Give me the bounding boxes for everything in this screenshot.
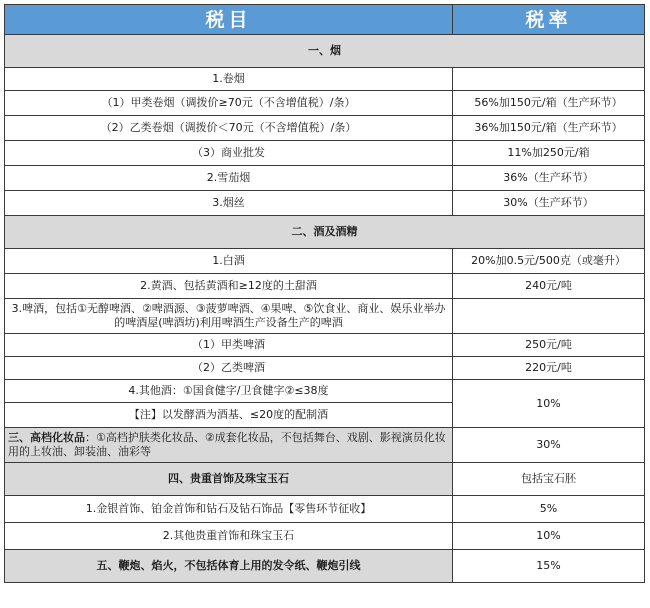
section-row-tobacco (5, 35, 645, 68)
section-title-fireworks: 五、鞭炮、焰火，不包括体育上用的发令纸、鞭炮引线 (5, 550, 453, 583)
tax-rate: 36%（生产环节） (453, 166, 645, 191)
table-header-row (5, 5, 645, 35)
tax-rate: 5% (453, 496, 645, 523)
tax-item: 【注】以发酵酒为酒基、≤20度的配制酒 (5, 403, 453, 428)
section-title-alcohol: 二、酒及酒精 (5, 216, 645, 249)
tax-rate: 15% (453, 550, 645, 583)
table-row (5, 299, 645, 334)
header-tax-item: 税目 (5, 5, 453, 35)
tax-item: （1）甲类卷烟（调拨价≥70元（不含增值税）/条） (5, 91, 453, 116)
tax-rate (453, 68, 645, 91)
table-row (5, 496, 645, 523)
tax-rate (453, 299, 645, 334)
section-row-jewelry (5, 463, 645, 496)
tax-item: （2）乙类啤酒 (5, 357, 453, 380)
tax-item: （3）商业批发 (5, 141, 453, 166)
tax-rate: 30%（生产环节） (453, 191, 645, 216)
section-row-cosmetics (5, 428, 645, 463)
tax-item: 1.金银首饰、铂金首饰和钻石及钻石饰品【零售环节征收】 (5, 496, 453, 523)
table-row (5, 91, 645, 116)
table-row (5, 191, 645, 216)
section-row-fireworks (5, 550, 645, 583)
tax-rate: 11%加250元/箱 (453, 141, 645, 166)
tax-rate: 10% (453, 523, 645, 550)
tax-item: 2.雪茄烟 (5, 166, 453, 191)
tax-rate: 220元/吨 (453, 357, 645, 380)
header-tax-rate: 税率 (453, 5, 645, 35)
cosmetics-label: 三、高档化妆品 (8, 431, 85, 444)
table-row (5, 116, 645, 141)
table-row (5, 523, 645, 550)
tax-item: （2）乙类卷烟（调拨价＜70元（不含增值税）/条） (5, 116, 453, 141)
tax-item: 2.黄酒、包括黄酒和≥12度的土甜酒 (5, 274, 453, 299)
jewelry-note: 包括宝石胚 (453, 463, 645, 496)
table-row (5, 334, 645, 357)
tax-item: 2.其他贵重首饰和珠宝玉石 (5, 523, 453, 550)
consumption-tax-table (4, 4, 645, 583)
table-row (5, 249, 645, 274)
table-row (5, 68, 645, 91)
tax-item: 3.烟丝 (5, 191, 453, 216)
table-row (5, 380, 645, 403)
tax-rate: 10% (453, 380, 645, 428)
table-row (5, 166, 645, 191)
tax-item: （1）甲类啤酒 (5, 334, 453, 357)
tax-item: 1.卷烟 (5, 68, 453, 91)
tax-rate: 20%加0.5元/500克（或毫升） (453, 249, 645, 274)
tax-rate: 250元/吨 (453, 334, 645, 357)
tax-item: 4.其他酒：①国食健字/卫食健字②≤38度 (5, 380, 453, 403)
section-title-jewelry: 四、贵重首饰及珠宝玉石 (5, 463, 453, 496)
cosmetics-item (5, 428, 453, 463)
table-row (5, 357, 645, 380)
cosmetics-description: ：①高档护肤类化妆品、②成套化妆品，不包括舞台、戏剧、影视演员化妆用的上妆油、卸装油、油彩等 (8, 431, 446, 458)
section-title-tobacco: 一、烟 (5, 35, 645, 68)
table-row (5, 274, 645, 299)
tax-item: 1.白酒 (5, 249, 453, 274)
tax-rate: 240元/吨 (453, 274, 645, 299)
tax-rate: 36%加150元/箱（生产环节） (453, 116, 645, 141)
table-row (5, 141, 645, 166)
tax-rate: 56%加150元/箱（生产环节） (453, 91, 645, 116)
tax-rate: 30% (453, 428, 645, 463)
section-row-alcohol (5, 216, 645, 249)
tax-item: 3.啤酒，包括①无醇啤酒、②啤酒源、③菠萝啤酒、④果啤、⑤饮食业、商业、娱乐业举办的啤酒屋(啤酒坊)利用啤酒生产设备生产的啤酒 (5, 299, 453, 334)
